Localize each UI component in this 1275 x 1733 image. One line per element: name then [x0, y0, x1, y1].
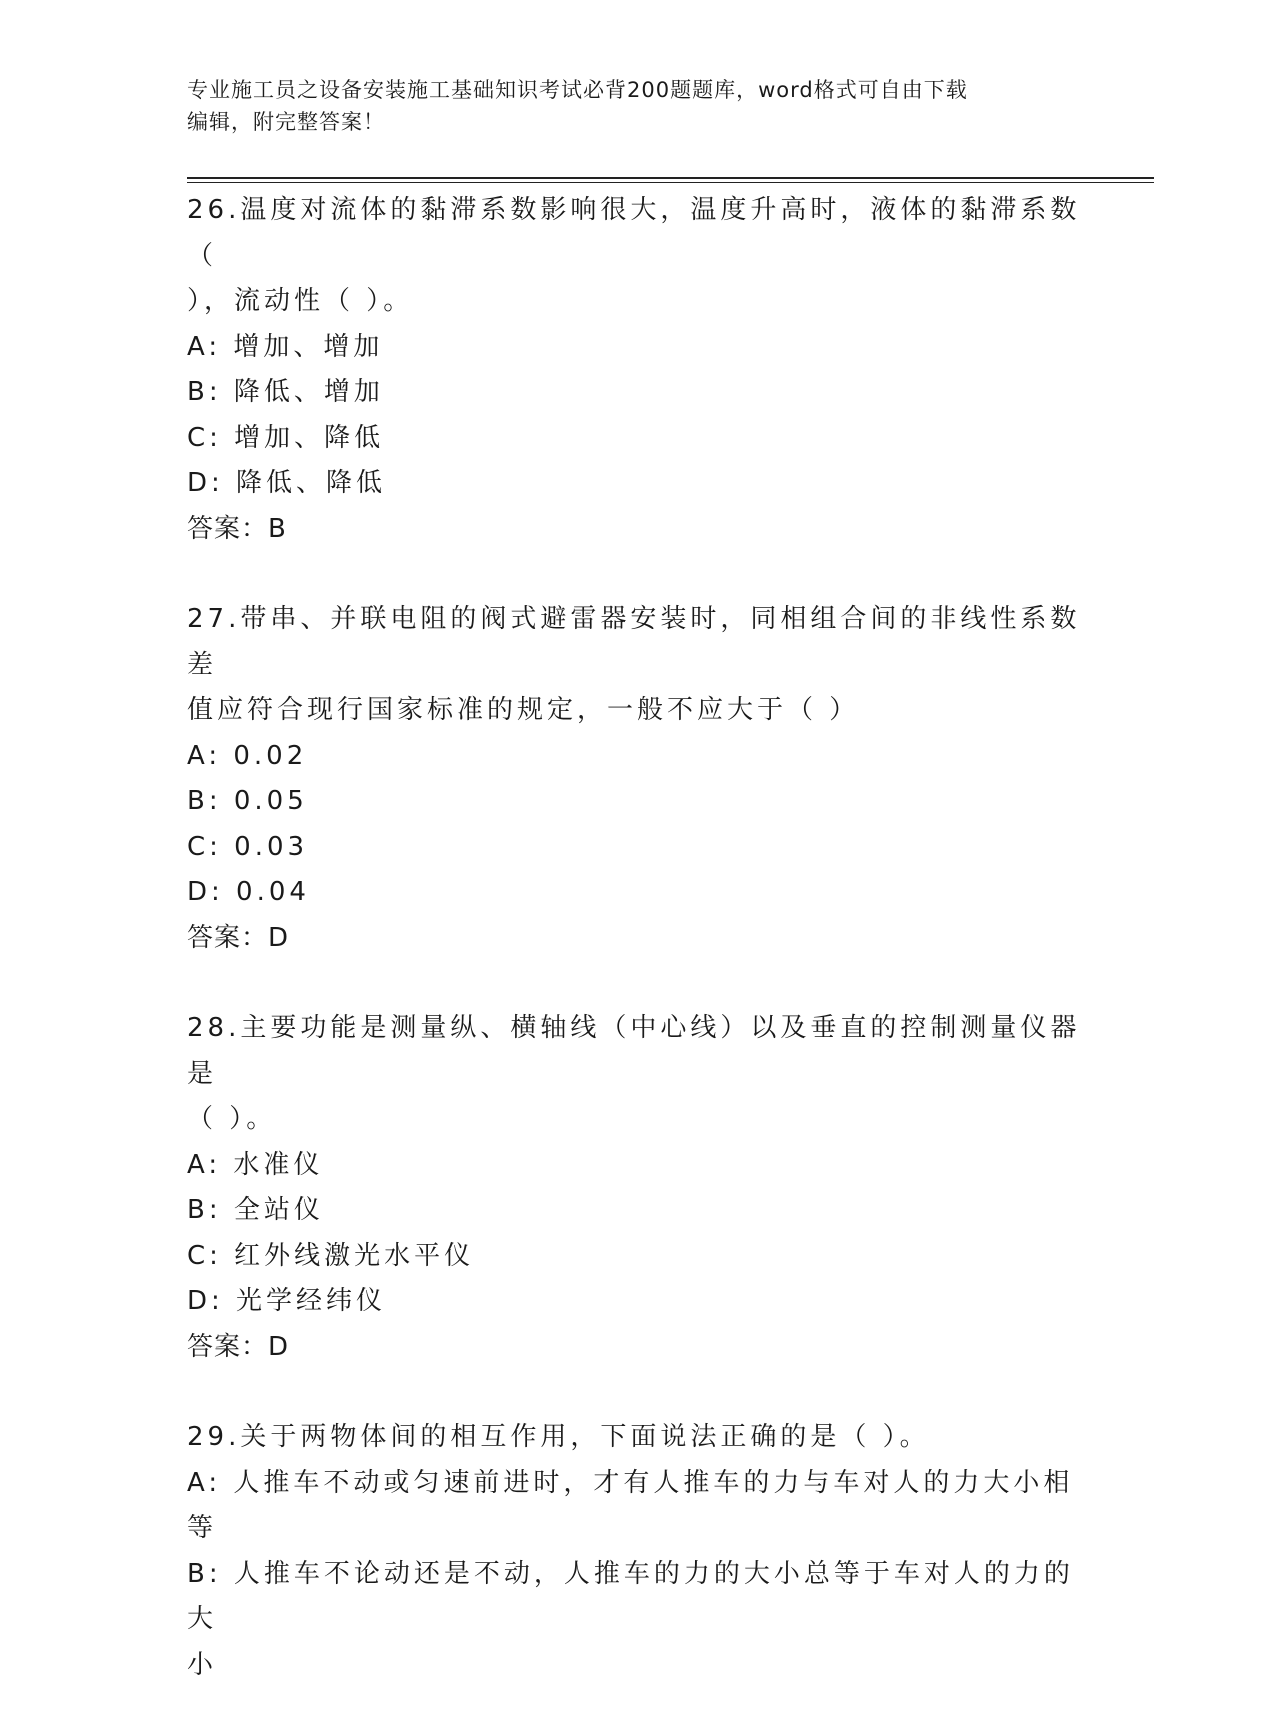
question-stem-line: 28.主要功能是测量纵、横轴线（中心线）以及垂直的控制测量仪器是	[187, 1013, 1081, 1089]
option-b: B: 全站仪	[187, 1195, 324, 1225]
question-stem-line: （ ）。	[187, 1104, 277, 1134]
document-header	[187, 74, 1087, 138]
question-stem-line: 27.带串、并联电阻的阀式避雷器安装时，同相组合间的非线性系数差	[187, 604, 1081, 680]
header-divider-thick	[187, 177, 1154, 179]
question-stem-line: ），流动性（ ）。	[187, 286, 414, 316]
option-d: D: 0.04	[187, 877, 310, 907]
option-b-continued: 小	[187, 1649, 218, 1680]
option-a: A: 增加、增加	[187, 331, 384, 362]
option-b: B: 降低、增加	[187, 377, 384, 407]
answer-label: 答案：D	[187, 922, 290, 953]
question-stem-line: 值应符合现行国家标准的规定，一般不应大于（ ）	[187, 695, 860, 725]
answer-label: 答案：D	[187, 1331, 290, 1362]
question-26	[187, 188, 1087, 552]
option-a: A: 水准仪	[187, 1149, 324, 1180]
option-d: D: 光学经纬仪	[187, 1286, 387, 1316]
question-stem-line: 26.温度对流体的黏滞系数影响很大，温度升高时，液体的黏滞系数（	[187, 195, 1081, 271]
option-b: B: 人推车不论动还是不动，人推车的力的大小总等于车对人的力的大	[187, 1558, 1074, 1634]
option-a: A: 人推车不动或匀速前进时，才有人推车的力与车对人的力大小相等	[187, 1467, 1074, 1543]
option-c: C: 红外线激光水平仪	[187, 1240, 475, 1271]
header-line-2: 编辑，附完整答案！	[187, 110, 385, 134]
question-list	[187, 188, 1087, 1733]
question-stem-line: 29.关于两物体间的相互作用，下面说法正确的是（ ）。	[187, 1422, 930, 1452]
header-divider-thin	[187, 182, 1154, 183]
answer-label: 答案：B	[187, 513, 287, 544]
header-line-1: 专业施工员之设备安装施工基础知识考试必背200题题库，word格式可自由下载	[187, 78, 968, 102]
option-a: A: 0.02	[187, 740, 308, 771]
question-28	[187, 1006, 1087, 1370]
option-b: B: 0.05	[187, 786, 308, 816]
option-c: C: 增加、降低	[187, 422, 385, 453]
option-c: C: 0.03	[187, 831, 309, 862]
question-27	[187, 597, 1087, 961]
question-29	[187, 1415, 1087, 1688]
option-d: D: 降低、降低	[187, 468, 387, 498]
